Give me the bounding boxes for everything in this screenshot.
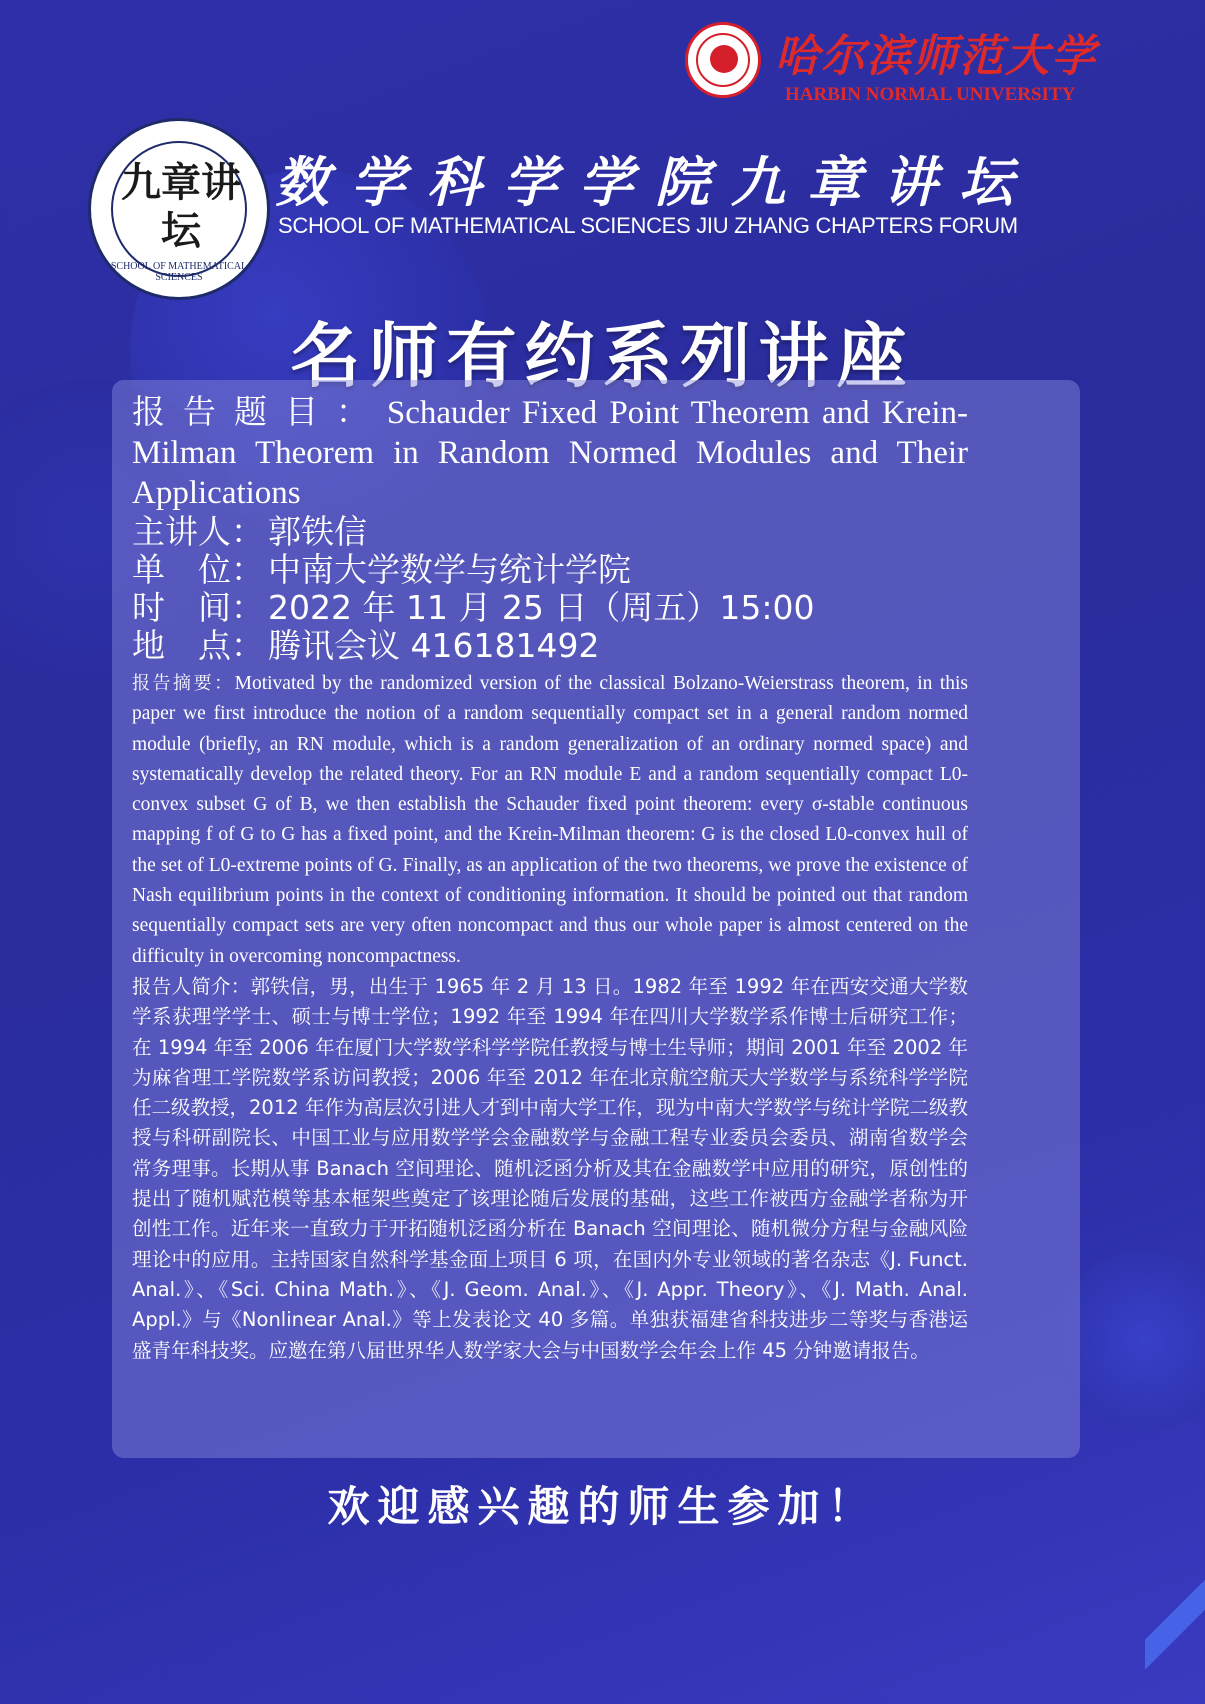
welcome-message: 欢迎感兴趣的师生参加！ — [327, 1482, 878, 1531]
abstract-label: 报告摘要： — [132, 673, 235, 694]
time-value: 2022 年 11 月 25 日（周五）15:00 — [268, 588, 815, 627]
place-value: 腾讯会议 416181492 — [268, 626, 600, 665]
school-seal — [88, 118, 270, 300]
forum-title-en: SCHOOL OF MATHEMATICAL SCIENCES JIU ZHANG CHAPTERS FORUM — [278, 213, 1018, 238]
unit-label: 单 位： — [132, 550, 264, 589]
time-row — [132, 589, 968, 627]
bio-label: 报告人简介： — [132, 974, 251, 998]
abstract-text: Motivated by the randomized version of the classical Bolzano-Weierstrass theorem, in this paper we first introduce the notion of a random sequentially compact set in a general random normed module (briefly, an RN module, which is a random generalization of an ordinary normed space) and systematically develop the related theory. For an RN module E and a random sequentially compact L0-convex subset G of B, we then establish the Schauder fixed point theorem: every σ-stable continuous mapping f of G to G has a fixed point, and the Krein-Milman theorem: G is the closed L0-convex hull of the set of L0-extreme points of G. Finally, as an application of the two theorems, we prove the existence of Nash equilibrium points in the context of conditioning information. It should be pointed out that random sequentially compact sets are very often noncompact and thus our whole paper is almost centered on the difficulty in overcoming noncompactness. — [132, 673, 968, 967]
place-row — [132, 627, 968, 665]
lecture-title-label: 报告题目： — [132, 392, 387, 431]
university-logo — [685, 20, 1125, 110]
lecture-details — [132, 392, 968, 1366]
university-name-en: HARBIN NORMAL UNIVERSITY — [785, 84, 1076, 105]
speaker-name: 郭铁信 — [268, 512, 367, 551]
seal-ring-text: SCHOOL OF MATHEMATICAL SCIENCES — [110, 261, 248, 283]
abstract — [132, 669, 968, 972]
university-emblem-icon — [685, 22, 761, 98]
bio-text: 郭铁信，男，出生于 1965 年 2 月 13 日。1982 年至 1992 年在西安交通大学数学系获理学学士、硕士与博士学位；1992 年至 1994 年在四川大学数学系作博士后研究工作；在 1994 年至 2006 年在厦门大学数学科学学院任教授与博士生导师；期间 2001 年至 2002 年为麻省理工学院数学系访问教授；2006 年至 2012 年在北京航空航天大学数学与系统科学学院任二级教授，2012 年作为高层次引进人才到中南大学工作，现为中南大学数学与统计学院二级教授与科研副院长、中国工业与应用数学学会金融数学与金融工程专业委员会委员、湖南省数学会常务理事。长期从事 Banach 空间理论、随机泛函分析及其在金融数学中应用的研究，原创性的提出了随机赋范模等基本框架些奠定了该理论随后发展的基础，这些工作被西方金融学者称为开创性工作。近年来一直致力于开拓随机泛函分析在 Banach 空间理论、随机微分方程与金融风险理论中的应用。主持国家自然科学基金面上项目 6 项，在国内外专业领域的著名杂志《J. Funct. Anal.》、《Sci. China Math.》、《J. Geom. Anal.》、《J. Appr. Theory》、《J. Math. Anal. Appl.》与《Nonlinear Anal.》等上发表论文 40 多篇。单独获福建省科技进步二等奖与香港运盛青年科技奖。应邀在第八届世界华人数学家大会与中国数学会年会上作 45 分钟邀请报告。 — [132, 974, 968, 1362]
speaker-row — [132, 513, 968, 551]
forum-title-cn: 数学科学学院九章讲坛 — [275, 150, 1035, 214]
decorative-stripe — [1145, 1560, 1205, 1700]
unit-value: 中南大学数学与统计学院 — [268, 550, 631, 589]
series-title: 名师有约系列讲座 — [290, 315, 915, 397]
university-name-cn: 哈尔滨师范大学 — [775, 31, 1097, 82]
place-label: 地 点： — [132, 626, 264, 665]
time-label: 时 间： — [132, 588, 264, 627]
lecture-title: Schauder Fixed Point Theorem and Krein-Milman Theorem in Random Normed Modules and Their Applications — [132, 395, 968, 511]
unit-row — [132, 551, 968, 589]
lecture-title-row — [132, 392, 968, 513]
speaker-label: 主讲人： — [132, 512, 264, 551]
seal-title: 九章讲坛 — [121, 159, 241, 254]
speaker-bio — [132, 972, 968, 1366]
